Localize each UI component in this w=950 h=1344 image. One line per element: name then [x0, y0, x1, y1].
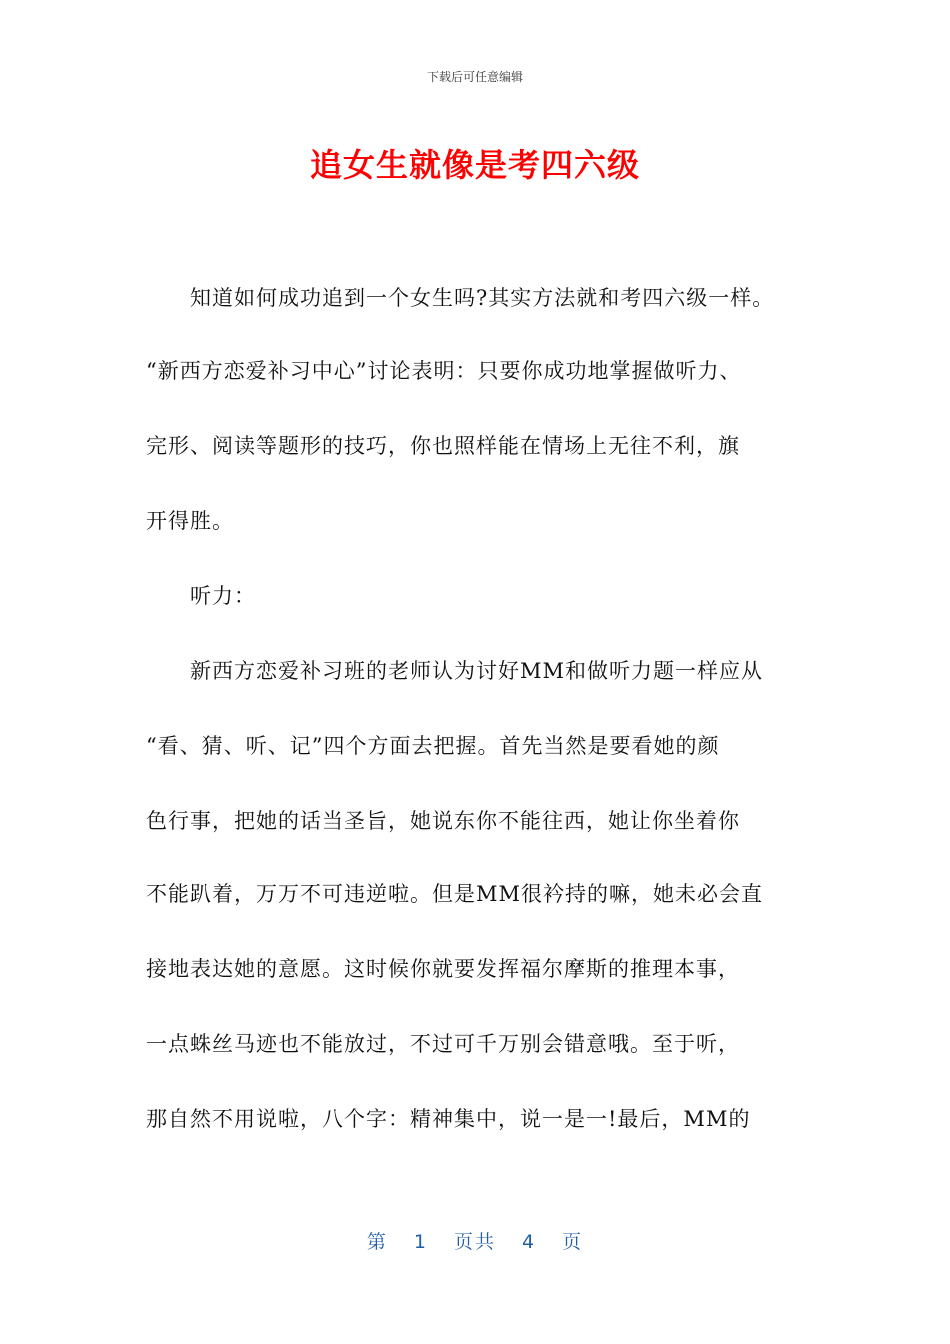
page-number-footer: 第 1 页共 4 页 — [366, 1231, 584, 1253]
body-line-11: 一点蛛丝马迹也不能放过，不过可千万别会错意哦。至于听， — [146, 1032, 740, 1056]
body-line-10: 接地表达她的意愿。这时候你就要发挥福尔摩斯的推理本事， — [146, 957, 740, 981]
header-note: 下载后可任意编辑 — [426, 70, 523, 84]
body-line-5: 听力： — [146, 584, 256, 608]
document-title: 追女生就像是考四六级 — [309, 146, 640, 184]
body-line-8: 色行事，把她的话当圣旨，她说东你不能往西，她让你坐着你 — [146, 809, 740, 833]
body-line-6: 新西方恋爱补习班的老师认为讨好MM和做听力题一样应从 — [146, 659, 764, 683]
body-line-9: 不能趴着，万万不可违逆啦。但是MM很衿持的嘛，她未必会直 — [146, 882, 764, 906]
body-line-12: 那自然不用说啦，八个字：精神集中，说一是一!最后，MM的 — [146, 1107, 751, 1131]
body-line-3: 完形、阅读等题形的技巧，你也照样能在情场上无往不利，旗 — [146, 434, 740, 458]
body-line-1: 知道如何成功追到一个女生吗?其实方法就和考四六级一样。 — [146, 286, 775, 310]
body-line-7: “看、猜、听、记”四个方面去把握。首先当然是要看她的颜 — [146, 734, 720, 758]
body-line-4: 开得胜。 — [146, 509, 234, 533]
body-line-2: “新西方恋爱补习中心”讨论表明：只要你成功地掌握做听力、 — [146, 359, 742, 383]
